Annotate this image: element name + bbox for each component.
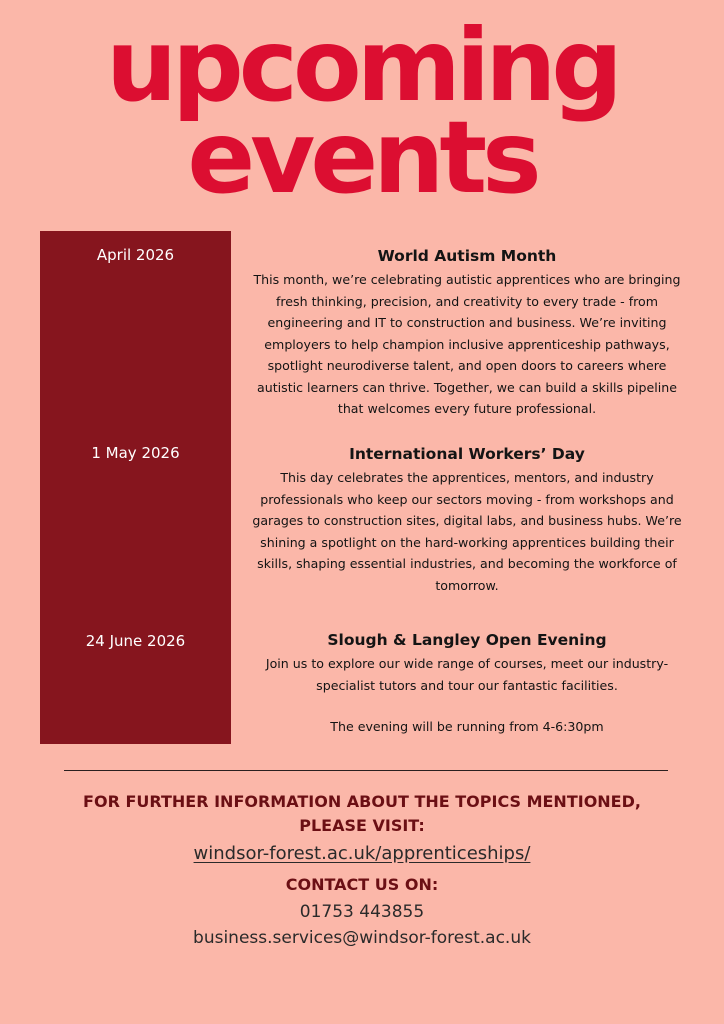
apprenticeships-link[interactable]: windsor-forest.ac.uk/apprenticeships/ <box>193 843 531 864</box>
event-open-evening <box>244 630 690 738</box>
event-description: This month, we’re celebrating autistic apprentices who are bringing fresh thinking, precision, and creativity to every trade - from engineering and IT to construction and business. We’re inviting employers to help champion inclusive apprenticeship pathways, spotlight neurodiverse talent, and open doors to careers where autistic learners can thrive. Together, we can build a skills pipeline that welcomes every future professional. <box>253 272 681 416</box>
event-heading: World Autism Month <box>377 247 557 265</box>
title-line-2: events <box>187 99 537 216</box>
further-info-heading <box>0 790 724 838</box>
event-heading: Slough & Langley Open Evening <box>327 631 607 649</box>
event-time-note: The evening will be running from 4-6:30pm <box>330 719 604 734</box>
event-date: 24 June 2026 <box>85 632 186 650</box>
event-date: April 2026 <box>96 246 175 264</box>
event-description: This day celebrates the apprentices, mentors, and industry professionals who keep our sectors moving - from workshops and garages to construction sites, digital labs, and business hubs. We’re shining a spotlight on the hard-working apprentices building their skills, shaping essential industries, and becoming the workforce of tomorrow. <box>252 470 682 593</box>
event-date: 1 May 2026 <box>91 444 180 462</box>
event-international-workers-day <box>244 444 690 596</box>
contact-phone[interactable]: 01753 443855 <box>299 902 425 922</box>
event-description: Join us to explore our wide range of courses, meet our industry-specialist tutors and tour our fantastic facilities. <box>265 656 669 693</box>
event-world-autism-month <box>244 246 690 420</box>
contact-heading: CONTACT US ON: <box>285 875 439 894</box>
title-line-1: upcoming <box>105 7 618 124</box>
further-info-line-1: FOR FURTHER INFORMATION ABOUT THE TOPICS MENTIONED, <box>83 792 641 811</box>
contact-email[interactable]: business.services@windsor-forest.ac.uk <box>193 928 531 948</box>
page-title <box>0 7 724 216</box>
event-heading: International Workers’ Day <box>349 445 585 463</box>
footer-divider <box>64 770 668 771</box>
date-sidebar <box>40 231 231 744</box>
further-info-line-2: PLEASE VISIT: <box>299 816 425 835</box>
